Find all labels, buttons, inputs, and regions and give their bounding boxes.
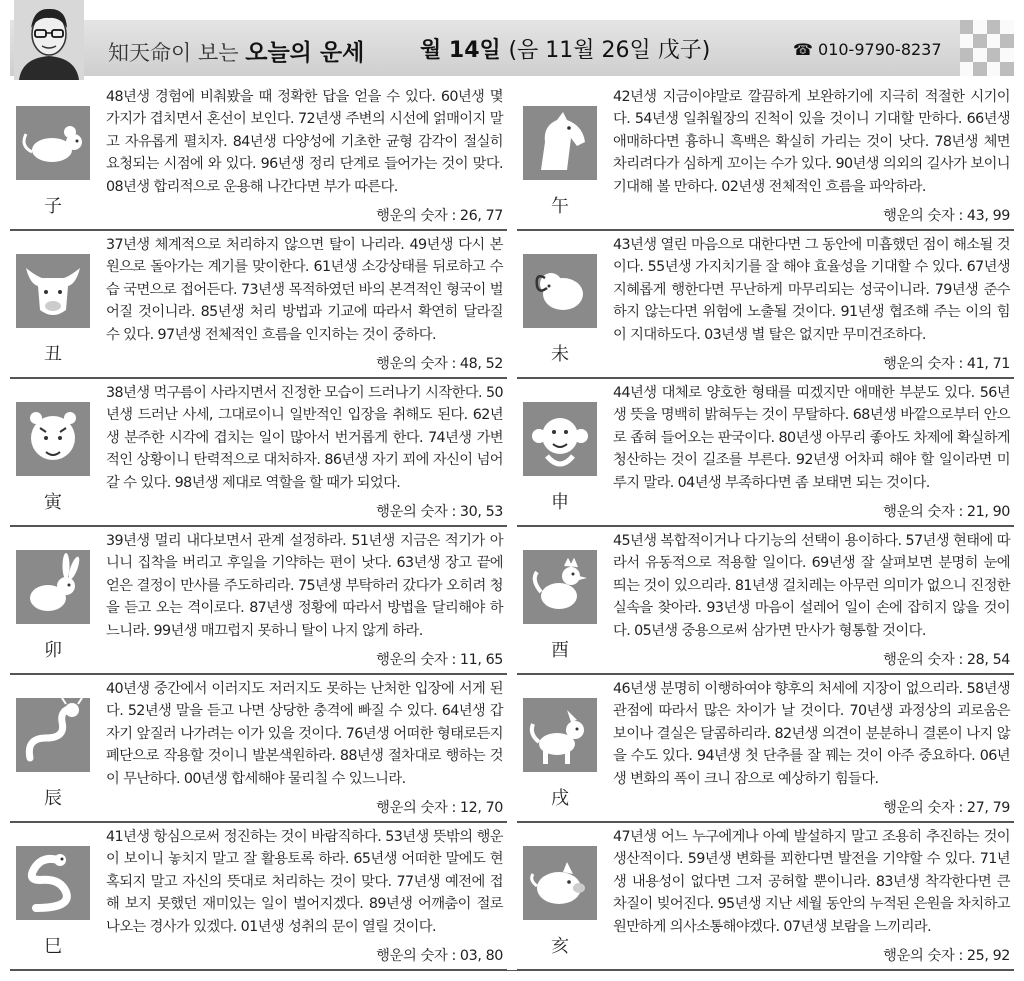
lucky-value: 12, 70 bbox=[459, 800, 503, 816]
lucky-value: 30, 53 bbox=[459, 504, 503, 520]
fortune-text: 42년생 지금이야말로 깔끔하게 보완하기에 지극히 적절한 시기이다. 54년생 일취월장의 진척이 있을 것이니 기대할 만하다. 66년생 애매하다면 흉하니 흑백은 확실히 가리는 것이 낫다. 78년생 체면 차리려다가 심하게 꼬이는 수가 있다. 90년생 의외의 길사가 보이니 기대해 볼 만하다. 02년생 전체적인 흐름을 파악하라. bbox=[613, 89, 1010, 195]
fortune-text: 39년생 멀리 내다보면서 관계 설정하라. 51년생 지금은 적기가 아니니 집착을 버리고 후일을 기약하는 편이 낫다. 63년생 장고 끝에 얻은 결정이 만사를 주도하리라. 75년생 부탁하러 갔다가 오히려 청을 듣고 오는 격이로다. 87년생 정황에 따라서 방법을 달리해야 하느니라. 99년생 매끄럽지 못하니 탈이 나지 않게 하라. bbox=[106, 533, 503, 639]
lucky-value: 03, 80 bbox=[459, 948, 503, 964]
pig-icon bbox=[523, 846, 597, 920]
zodiac-char: 戌 bbox=[551, 788, 569, 809]
lucky-label: 행운의 숫자 : bbox=[376, 356, 456, 372]
zodiac-char: 未 bbox=[551, 344, 569, 365]
entry-dragon bbox=[10, 676, 507, 823]
rooster-icon bbox=[523, 550, 597, 624]
lucky-numbers bbox=[883, 205, 1010, 225]
fortune-text: 41년생 항심으로써 정진하는 것이 바람직하다. 53년생 뜻밖의 행운이 보이니 놓치지 말고 잘 활용토록 하라. 65년생 어떠한 말에도 현혹되지 말고 자신의 뜻대로 처리하는 것이 맞다. 77년생 예전에 접해 보지 못했던 재미있는 일이 벌어지겠다. 89년생 어깨춤이 절로 나오는 경사가 있겠다. 01년생 성취의 문이 열릴 것이다. bbox=[106, 829, 503, 935]
monkey-icon bbox=[523, 402, 597, 476]
zodiac-char: 寅 bbox=[44, 492, 62, 513]
lucky-label: 행운의 숫자 : bbox=[376, 652, 456, 668]
lucky-label: 행운의 숫자 : bbox=[883, 948, 963, 964]
header bbox=[0, 0, 1024, 84]
lucky-label: 행운의 숫자 : bbox=[376, 504, 456, 520]
horse-icon bbox=[523, 106, 597, 180]
lucky-numbers bbox=[376, 797, 503, 817]
fortune-text: 47년생 어느 누구에게나 아예 발설하지 말고 조용히 추진하는 것이 생산적이다. 59년생 변화를 꾀한다면 발전을 기약할 수 있다. 71년생 내용성이 없다면 그저 공허할 뿐이니라. 83년생 착각한다면 큰 차질이 빚어진다. 95년생 지난 세월 동안의 누적된 은원을 차치하고 원만하게 의사소통해야겠다. 07년생 보람을 느끼리라. bbox=[613, 829, 1010, 935]
dragon-icon bbox=[16, 698, 90, 772]
phone-number: ☎ 010-9790-8237 bbox=[793, 40, 942, 59]
ox-icon bbox=[16, 254, 90, 328]
fortune-text: 46년생 분명히 이행하여야 향후의 처세에 지장이 없으리라. 58년생 관점에 따라서 많은 차이가 날 것이다. 70년생 과정상의 괴로움은 보이나 결실은 달콤하리라. 82년생 의견이 분분하니 결론이 나지 않을 수도 있다. 94년생 첫 단추를 잘 꿰는 것이 아주 중요하다. 06년생 변화의 폭이 크니 잠으로 예상하기 힘들다. bbox=[613, 681, 1010, 787]
zodiac-char: 巳 bbox=[44, 936, 62, 957]
fortune-text: 43년생 열린 마음으로 대한다면 그 동안에 미흡했던 점이 해소될 것이다. 55년생 가지치기를 잘 해야 효율성을 기대할 수 있다. 67년생 지혜롭게 행한다면 무난하게 마무리되는 성국이니라. 79년생 준수하지 않는다면 위험에 노출될 것이다. 91년생 협조해 주는 이의 힘이 지대하도다. 03년생 별 탈은 없지만 무미건조하다. bbox=[613, 237, 1010, 343]
entry-rat bbox=[10, 84, 507, 231]
lucky-value: 43, 99 bbox=[966, 208, 1010, 224]
fortune-text: 38년생 먹구름이 사라지면서 진정한 모습이 드러나기 시작한다. 50년생 드러난 사세, 그대로이니 일반적인 입장을 취해도 된다. 62년생 분주한 시각에 겹치는 일이 많아서 번거롭게 한다. 74년생 가변적인 상황이니 탄력적으로 대처하자. 86년생 자기 꾀에 자신이 넘어갈 수 있다. 98년생 제대로 역할을 할 때가 되었다. bbox=[106, 385, 503, 491]
page-title bbox=[108, 34, 364, 67]
lucky-numbers bbox=[376, 945, 503, 965]
entry-dog bbox=[517, 676, 1014, 823]
lucky-label: 행운의 숫자 : bbox=[883, 356, 963, 372]
zodiac-char: 亥 bbox=[551, 936, 569, 957]
lucky-numbers bbox=[376, 205, 503, 225]
lucky-numbers bbox=[883, 797, 1010, 817]
avatar bbox=[14, 0, 84, 80]
bottom-rule bbox=[10, 970, 1014, 971]
lucky-numbers bbox=[376, 649, 503, 669]
lucky-label: 행운의 숫자 : bbox=[883, 800, 963, 816]
dog-icon bbox=[523, 698, 597, 772]
lucky-numbers bbox=[883, 501, 1010, 521]
entry-sheep bbox=[517, 232, 1014, 379]
entry-rooster bbox=[517, 528, 1014, 675]
lucky-numbers bbox=[376, 353, 503, 373]
checker-pattern bbox=[960, 20, 1014, 76]
lucky-numbers bbox=[883, 353, 1010, 373]
lucky-value: 27, 79 bbox=[966, 800, 1010, 816]
zodiac-char: 丑 bbox=[44, 344, 62, 365]
entry-rabbit bbox=[10, 528, 507, 675]
fortune-text: 48년생 경험에 비춰봤을 때 정확한 답을 얻을 수 있다. 60년생 몇 가지가 겹치면서 혼선이 보인다. 72년생 주변의 시선에 얽매이지 말고 자유롭게 펼치자. 84년생 다양성에 기초한 균형 감각이 절실히 요청되는 시점에 와 있다. 96년생 정리 단계로 들어가는 것이 맞다. 08년생 합리적으로 운용해 나간다면 부가 따른다. bbox=[106, 89, 503, 195]
lucky-label: 행운의 숫자 : bbox=[376, 208, 456, 224]
sheep-icon bbox=[523, 254, 597, 328]
lucky-value: 25, 92 bbox=[966, 948, 1010, 964]
lucky-label: 행운의 숫자 : bbox=[376, 948, 456, 964]
entry-monkey bbox=[517, 380, 1014, 527]
fortune-text: 44년생 대체로 양호한 형태를 띠겠지만 애매한 부분도 있다. 56년생 뜻을 명백히 밝혀두는 것이 무탈하다. 68년생 바깥으로부터 안으로 좁혀 들어오는 판국이다. 80년생 아무리 좋아도 차제에 확실하게 청산하는 것이 길조를 부른다. 92년생 어차피 해야 할 일이라면 미루지 말라. 04년생 부족하다면 좀 보태면 되는 것이다. bbox=[613, 385, 1010, 491]
snake-icon bbox=[16, 846, 90, 920]
zodiac-char: 酉 bbox=[551, 640, 569, 661]
fortune-text: 37년생 체계적으로 처리하지 않으면 탈이 나리라. 49년생 다시 본원으로 돌아가는 계기를 맞이한다. 61년생 소강상태를 뒤로하고 수습 국면으로 접어든다. 73년생 목적하였던 바의 본격적인 형국이 벌어질 것이니라. 85년생 처리 방법과 기교에 따라서 확연히 달라질 수 있다. 97년생 전체적인 흐름을 인지하는 것이 중하다. bbox=[106, 237, 503, 343]
lucky-value: 28, 54 bbox=[966, 652, 1010, 668]
lucky-value: 48, 52 bbox=[459, 356, 503, 372]
entry-horse bbox=[517, 84, 1014, 231]
lucky-label: 행운의 숫자 : bbox=[883, 652, 963, 668]
zodiac-char: 子 bbox=[44, 196, 62, 217]
zodiac-char: 卯 bbox=[44, 640, 62, 661]
date bbox=[420, 33, 710, 64]
rabbit-icon bbox=[16, 550, 90, 624]
fortune-text: 40년생 중간에서 이러지도 저러지도 못하는 난처한 입장에 서게 된다. 52년생 말을 듣고 나면 상당한 충격에 빠질 수 있다. 64년생 갑자기 앞질러 나가려는 이가 있을 것이다. 76년생 어떠한 형태로든지 폐단으로 작용할 것이니 발본색원하라. 88년생 절차대로 행하는 것이 무난하다. 00년생 합세해야 물리칠 수 있느니라. bbox=[106, 681, 503, 787]
left-column bbox=[10, 84, 507, 970]
lucky-label: 행운의 숫자 : bbox=[883, 208, 963, 224]
date-main: 월 14일 bbox=[420, 38, 501, 63]
tiger-icon bbox=[16, 402, 90, 476]
lucky-value: 41, 71 bbox=[966, 356, 1010, 372]
lucky-numbers bbox=[883, 945, 1010, 965]
zodiac-char: 午 bbox=[551, 196, 569, 217]
zodiac-char: 辰 bbox=[44, 788, 62, 809]
entry-pig bbox=[517, 824, 1014, 971]
lucky-value: 26, 77 bbox=[459, 208, 503, 224]
date-lunar: (음 11월 26일 戊子) bbox=[508, 38, 711, 63]
entry-tiger bbox=[10, 380, 507, 527]
lucky-label: 행운의 숫자 : bbox=[376, 800, 456, 816]
rat-icon bbox=[16, 106, 90, 180]
zodiac-char: 申 bbox=[551, 492, 569, 513]
lucky-value: 11, 65 bbox=[459, 652, 503, 668]
entry-snake bbox=[10, 824, 507, 971]
lucky-value: 21, 90 bbox=[966, 504, 1010, 520]
lucky-numbers bbox=[883, 649, 1010, 669]
entry-ox bbox=[10, 232, 507, 379]
title-main: 오늘의 운세 bbox=[245, 40, 365, 66]
lucky-label: 행운의 숫자 : bbox=[883, 504, 963, 520]
fortune-text: 45년생 복합적이거나 다기능의 선택이 용이하다. 57년생 현태에 따라서 유동적으로 적용할 일이다. 69년생 잘 살펴보면 분명히 눈에 띄는 것이 있으리라. 81년생 걸치레는 아무런 의미가 없으니 진정한 실속을 찾아라. 93년생 마음이 설레어 일이 손에 잡히지 않을 것이다. 05년생 중용으로써 삼가면 만사가 형통할 것이다. bbox=[613, 533, 1010, 639]
title-prefix: 知天命이 보는 bbox=[108, 41, 239, 65]
right-column bbox=[517, 84, 1014, 970]
horoscope-grid bbox=[10, 84, 1014, 970]
lucky-numbers bbox=[376, 501, 503, 521]
